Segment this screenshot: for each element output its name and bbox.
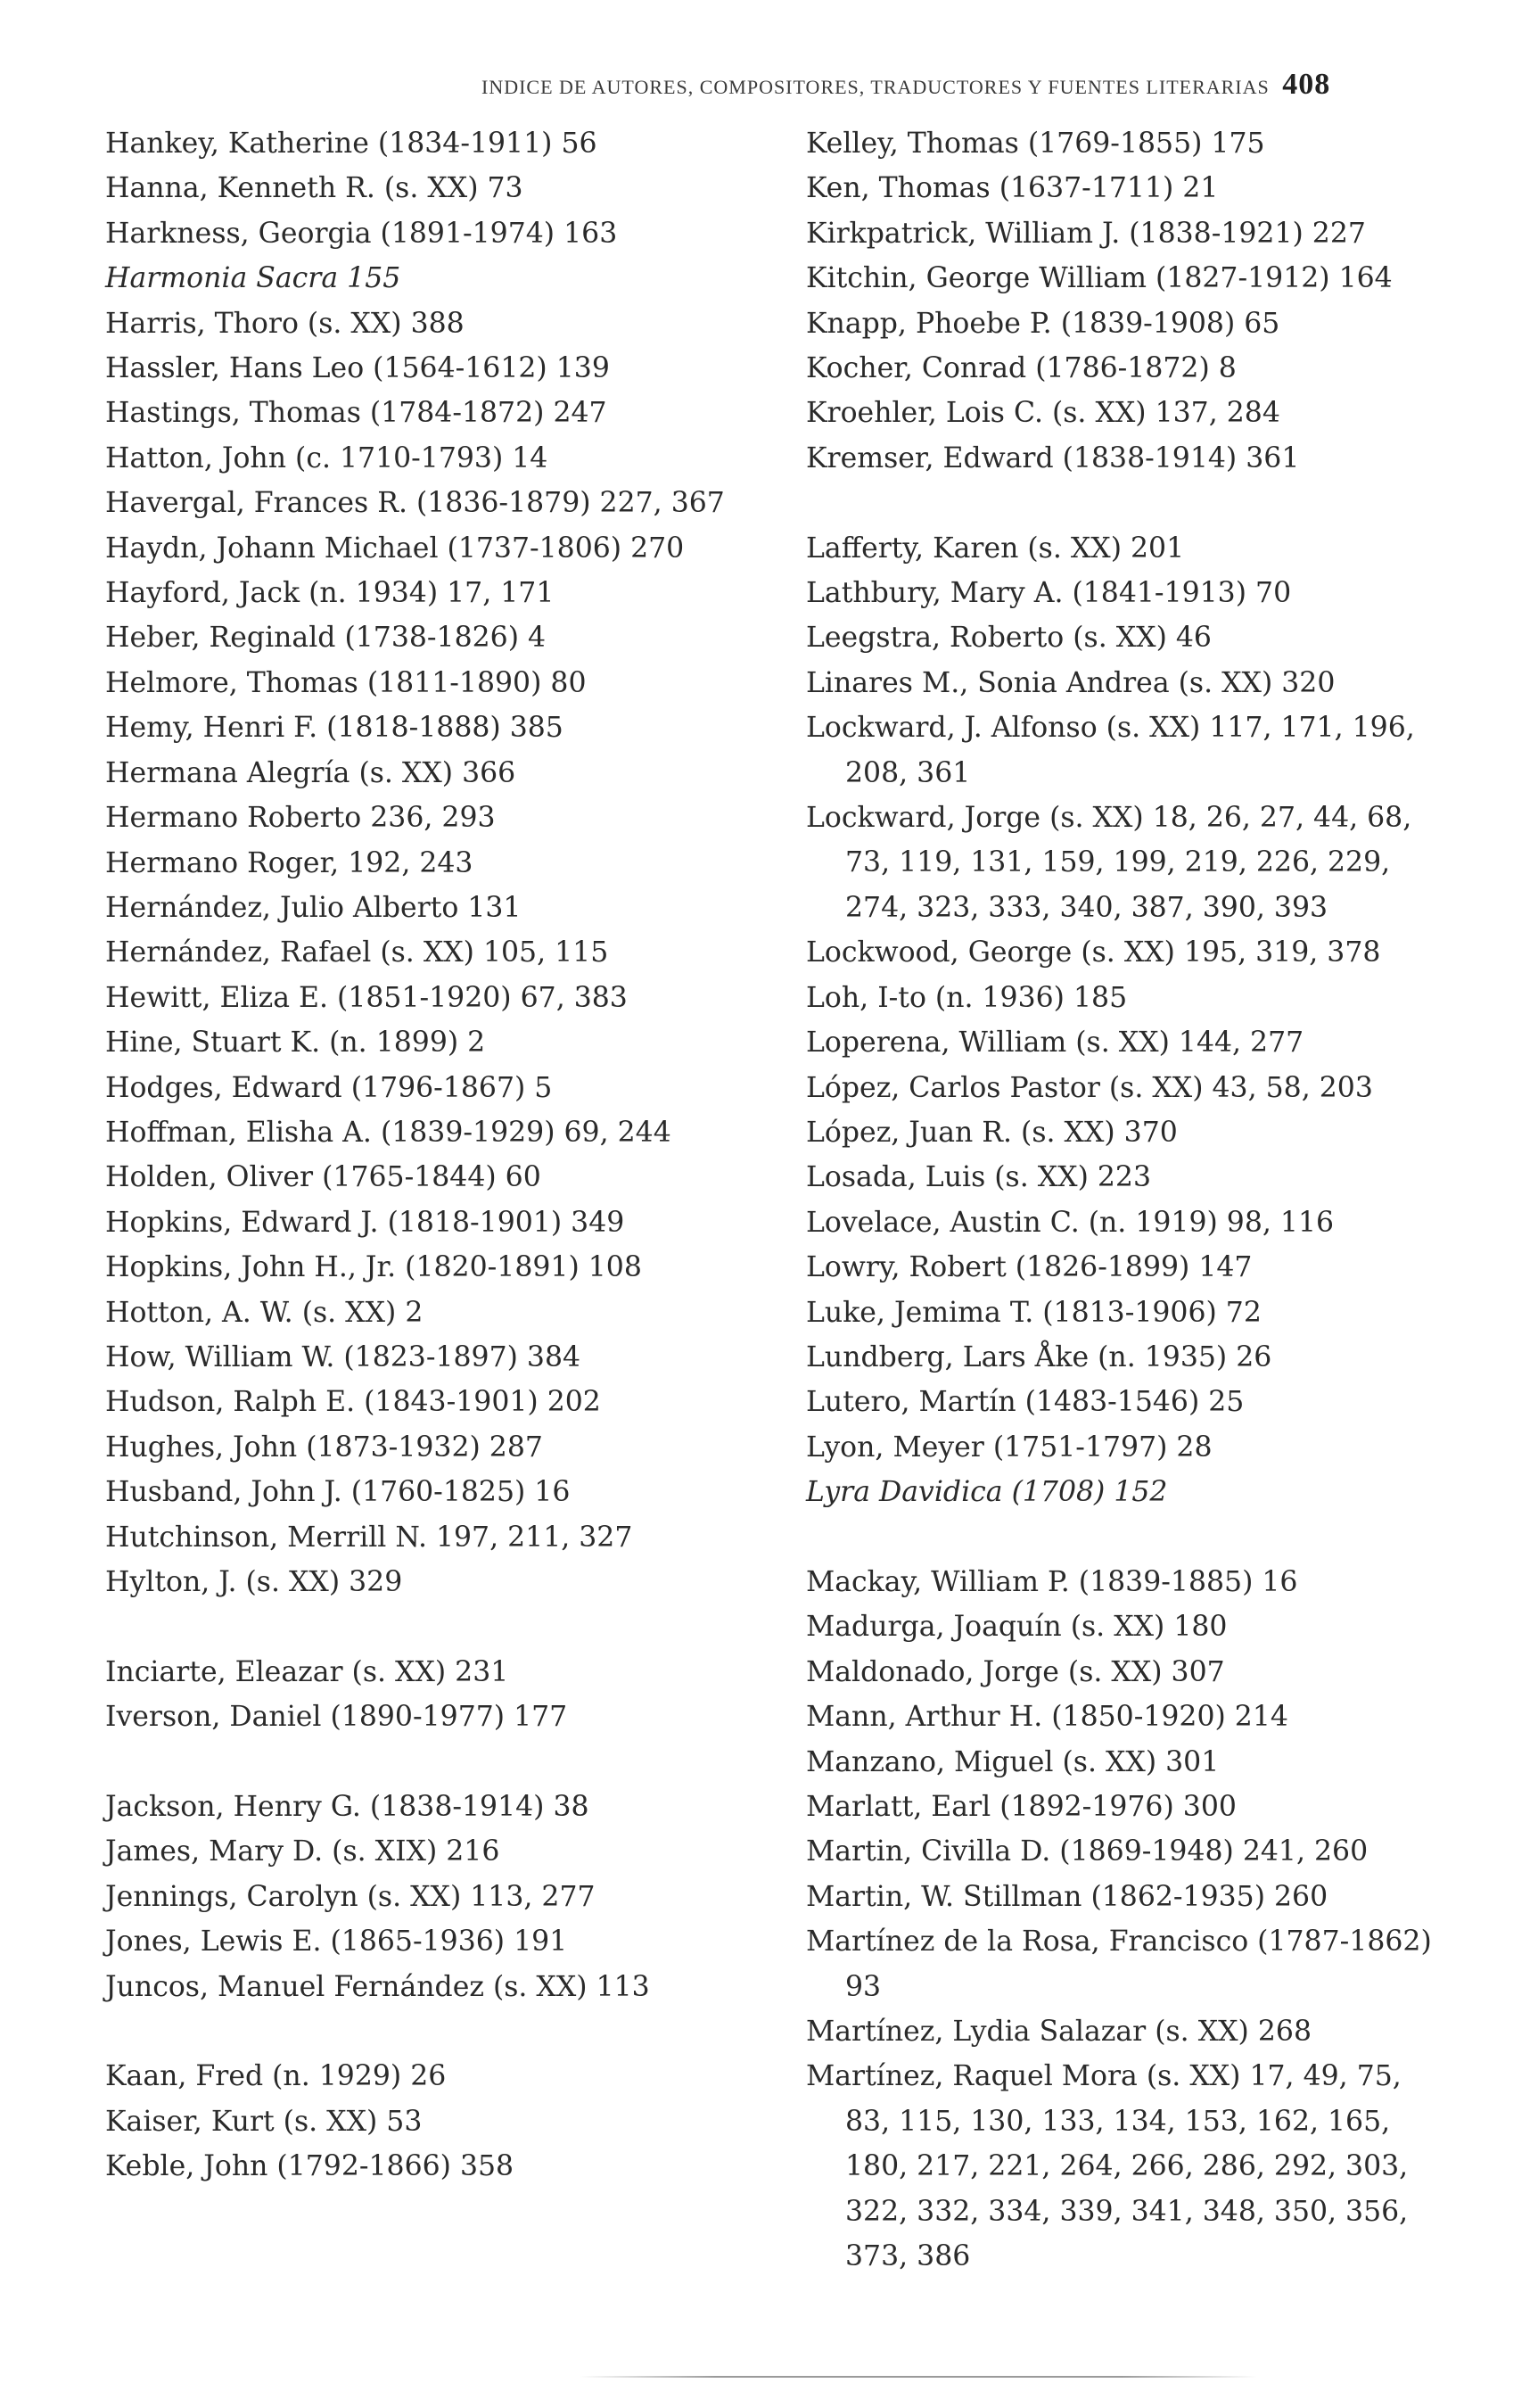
index-entry: Lockward, Jorge (s. XX) 18, 26, 27, 44, 68, 73, 119, 131, 159, 199, 219, 226, 229, 274, 323, 333, 340, 387, 390, 393 <box>806 802 1412 924</box>
index-entry: Madurga, Joaquín (s. XX) 180 <box>806 1611 1228 1644</box>
index-entry: Lafferty, Karen (s. XX) 201 <box>806 532 1185 565</box>
index-entry: Hanna, Kenneth R. (s. XX) 73 <box>105 172 523 205</box>
index-entry: Heber, Reginald (1738-1826) 4 <box>105 622 547 655</box>
index-entry: Inciarte, Eleazar (s. XX) 231 <box>105 1655 509 1688</box>
index-entry: Iverson, Daniel (1890-1977) 177 <box>105 1701 568 1734</box>
index-entry: Hermano Roger, 192, 243 <box>105 846 473 879</box>
index-entry: Knapp, Phoebe P. (1839-1908) 65 <box>806 307 1280 340</box>
index-entry: Haydn, Johann Michael (1737-1806) 270 <box>105 532 685 565</box>
index-entry: Lundberg, Lars Åke (n. 1935) 26 <box>806 1340 1272 1373</box>
index-entry: Linares M., Sonia Andrea (s. XX) 320 <box>806 666 1336 699</box>
bottom-rule <box>580 2376 1257 2378</box>
index-column-right <box>806 121 1448 2279</box>
index-entry: Hoffman, Elisha A. (1839-1929) 69, 244 <box>105 1116 671 1149</box>
index-entry: Hermana Alegría (s. XX) 366 <box>105 756 516 789</box>
index-entry: Hernández, Rafael (s. XX) 105, 115 <box>105 936 609 969</box>
index-entry: Hankey, Katherine (1834-1911) 56 <box>105 128 597 160</box>
index-entry: Hudson, Ralph E. (1843-1901) 202 <box>105 1386 601 1419</box>
index-entry: James, Mary D. (s. XIX) 216 <box>105 1835 500 1868</box>
index-entry: Hermano Roberto 236, 293 <box>105 802 496 835</box>
index-entry: Kaiser, Kurt (s. XX) 53 <box>105 2105 423 2138</box>
index-entry: Mackay, William P. (1839-1885) 16 <box>806 1565 1298 1598</box>
index-entry: Hernández, Julio Alberto 131 <box>105 891 522 924</box>
index-entry: Lyra Davidica (1708) 152 <box>806 1476 1168 1509</box>
section-gap <box>806 481 1448 525</box>
section-gap <box>105 1740 747 1785</box>
index-entry: Lowry, Robert (1826-1899) 147 <box>806 1251 1253 1284</box>
section-gap <box>806 1515 1448 1560</box>
index-entry: Hodges, Edward (1796-1867) 5 <box>105 1071 553 1104</box>
running-header <box>481 68 1418 102</box>
index-entry: Hassler, Hans Leo (1564-1612) 139 <box>105 352 610 385</box>
index-entry: Hewitt, Eliza E. (1851-1920) 67, 383 <box>105 981 628 1014</box>
index-entry: Harmonia Sacra 155 <box>105 262 401 295</box>
index-entry: Hutchinson, Merrill N. 197, 211, 327 <box>105 1521 633 1554</box>
index-entry: Jennings, Carolyn (s. XX) 113, 277 <box>105 1880 596 1913</box>
index-entry: Harkness, Georgia (1891-1974) 163 <box>105 217 618 250</box>
index-entry: Hopkins, Edward J. (1818-1901) 349 <box>105 1206 625 1239</box>
index-entry: Martin, Civilla D. (1869-1948) 241, 260 <box>806 1835 1369 1868</box>
index-entry: Lovelace, Austin C. (n. 1919) 98, 116 <box>806 1206 1335 1239</box>
index-entry: Harris, Thoro (s. XX) 388 <box>105 307 465 340</box>
index-entry: Lathbury, Mary A. (1841-1913) 70 <box>806 577 1292 610</box>
index-entry: Keble, John (1792-1866) 358 <box>105 2150 514 2183</box>
index-entry: Kitchin, George William (1827-1912) 164 <box>806 262 1393 295</box>
section-gap <box>105 2009 747 2054</box>
index-entry: Hayford, Jack (n. 1934) 17, 171 <box>105 577 555 610</box>
index-entry: Martínez, Raquel Mora (s. XX) 17, 49, 75, 83, 115, 130, 133, 134, 153, 162, 165, 180, 217, 221, 264, 266, 286, 292, 303, 322, 332, 334, 339, 341, 348, 350, 356, 373, 386 <box>806 2060 1409 2273</box>
index-entry: Helmore, Thomas (1811-1890) 80 <box>105 666 587 699</box>
index-entry: Holden, Oliver (1765-1844) 60 <box>105 1161 541 1194</box>
index-entry: Havergal, Frances R. (1836-1879) 227, 367 <box>105 487 725 520</box>
index-entry: Leegstra, Roberto (s. XX) 46 <box>806 622 1212 655</box>
index-entry: Manzano, Miguel (s. XX) 301 <box>806 1745 1220 1778</box>
index-entry: Kocher, Conrad (1786-1872) 8 <box>806 352 1237 385</box>
section-gap <box>105 1604 747 1649</box>
index-entry: Martínez de la Rosa, Francisco (1787-1862) 93 <box>806 1926 1432 2003</box>
index-entry: Kremser, Edward (1838-1914) 361 <box>806 441 1300 474</box>
index-entry: Hylton, J. (s. XX) 329 <box>105 1566 403 1598</box>
index-entry: Martínez, Lydia Salazar (s. XX) 268 <box>806 2016 1312 2049</box>
index-entry: Maldonado, Jorge (s. XX) 307 <box>806 1655 1225 1688</box>
index-entry: Lockward, J. Alfonso (s. XX) 117, 171, 196, 208, 361 <box>806 712 1415 789</box>
index-entry: Kirkpatrick, William J. (1838-1921) 227 <box>806 217 1366 250</box>
index-entry: Hatton, John (c. 1710-1793) 14 <box>105 441 548 474</box>
index-entry: Hughes, John (1873-1932) 287 <box>105 1431 543 1464</box>
index-entry: Marlatt, Earl (1892-1976) 300 <box>806 1791 1237 1823</box>
index-entry: Loperena, William (s. XX) 144, 277 <box>806 1027 1304 1060</box>
index-entry: Kelley, Thomas (1769-1855) 175 <box>806 128 1265 160</box>
index-entry: Hemy, Henri F. (1818-1888) 385 <box>105 712 563 745</box>
index-entry: Kaan, Fred (n. 1929) 26 <box>105 2060 447 2093</box>
header-title: INDICE DE AUTORES, COMPOSITORES, TRADUCTORES Y FUENTES LITERARIAS <box>481 76 1270 98</box>
index-entry: Luke, Jemima T. (1813-1906) 72 <box>806 1296 1262 1329</box>
index-entry: Martin, W. Stillman (1862-1935) 260 <box>806 1880 1328 1913</box>
index-entry: Kroehler, Lois C. (s. XX) 137, 284 <box>806 397 1280 430</box>
index-entry: Hotton, A. W. (s. XX) 2 <box>105 1296 424 1329</box>
index-entry: Loh, I-to (n. 1936) 185 <box>806 981 1128 1014</box>
index-entry: How, William W. (1823-1897) 384 <box>105 1340 581 1373</box>
index-entry: Hastings, Thomas (1784-1872) 247 <box>105 397 607 430</box>
index-entry: Juncos, Manuel Fernández (s. XX) 113 <box>105 1970 650 2003</box>
index-entry: Losada, Luis (s. XX) 223 <box>806 1161 1152 1194</box>
index-entry: López, Juan R. (s. XX) 370 <box>806 1116 1178 1149</box>
index-entry: Jackson, Henry G. (1838-1914) 38 <box>105 1791 589 1823</box>
index-entry: Lutero, Martín (1483-1546) 25 <box>806 1386 1245 1419</box>
index-entry: Lockwood, George (s. XX) 195, 319, 378 <box>806 936 1381 969</box>
index-entry: Lyon, Meyer (1751-1797) 28 <box>806 1431 1213 1464</box>
index-entry: Hine, Stuart K. (n. 1899) 2 <box>105 1027 486 1060</box>
index-entry: Hopkins, John H., Jr. (1820-1891) 108 <box>105 1251 642 1284</box>
index-entry: Ken, Thomas (1637-1711) 21 <box>806 172 1219 205</box>
index-entry: Husband, John J. (1760-1825) 16 <box>105 1476 571 1509</box>
index-entry: Jones, Lewis E. (1865-1936) 191 <box>105 1926 568 1959</box>
index-column-left <box>105 121 747 2189</box>
page-number: 408 <box>1282 68 1331 101</box>
index-entry: Mann, Arthur H. (1850-1920) 214 <box>806 1701 1288 1734</box>
index-entry: López, Carlos Pastor (s. XX) 43, 58, 203 <box>806 1071 1373 1104</box>
